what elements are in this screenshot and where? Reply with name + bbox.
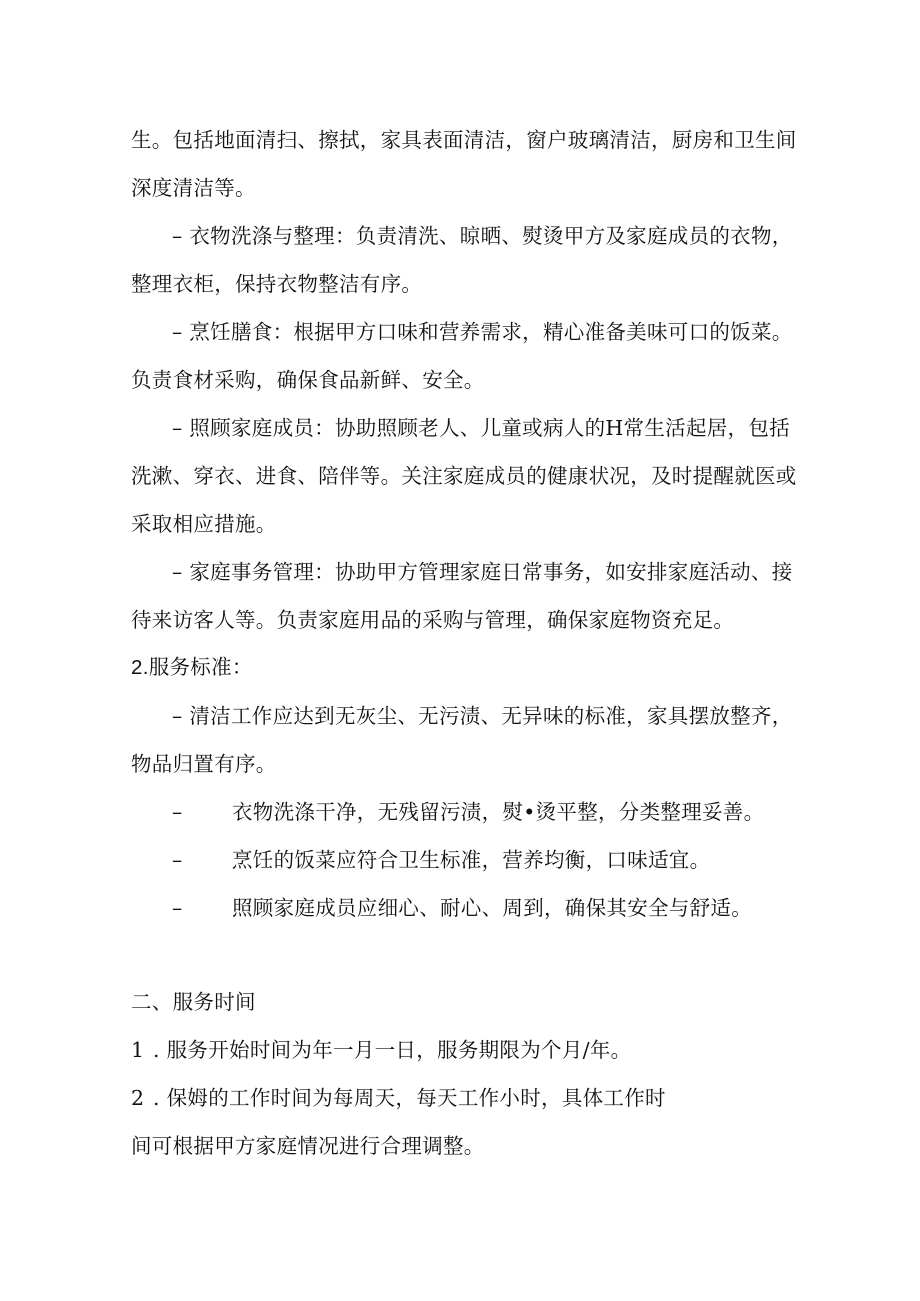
- list-dash: –: [172, 800, 183, 824]
- subsection-heading: 2.服务标准：: [131, 656, 253, 679]
- list-item-text: 照顾家庭成员应细心、耐心、周到，确保其安全与舒适。: [232, 896, 752, 920]
- paragraph-line: 生。包括地面清扫、擦拭，家具表面清洁，窗户玻璃清洁，厨房和卫生间: [131, 128, 797, 152]
- paragraph-line: 待来访客人等。负责家庭用品的采购与管理，确保家庭物资充足。: [131, 608, 735, 632]
- numbered-item: [131, 1036, 631, 1064]
- numbered-item: [131, 1084, 666, 1112]
- paragraph-line: 物品归置有序。: [131, 752, 277, 776]
- list-item-cooking: – 烹饪膳食：根据甲方口味和营养需求，精心准备美味可口的饭菜。: [172, 320, 793, 344]
- list-item: [172, 846, 710, 874]
- paragraph-line: 深度清洁等。: [131, 176, 256, 200]
- item-text: . 保姆的工作时间为每周天，每天工作小时，具体工作时: [153, 1086, 666, 1110]
- paragraph-line: 洗漱、穿衣、进食、陪伴等。关注家庭成员的健康状况，及时提醒就医或: [131, 464, 797, 488]
- paragraph-line: 采取相应措施。: [131, 512, 277, 536]
- item-number: 1: [131, 1038, 145, 1062]
- list-item-laundry: – 衣物洗涤与整理：负责清洗、晾晒、熨烫甲方及家庭成员的衣物，: [172, 224, 793, 248]
- item-text: . 服务开始时间为年一月一日，服务期限为个月/年。: [153, 1038, 632, 1062]
- paragraph-line: 间可根据甲方家庭情况进行合理调整。: [131, 1134, 485, 1158]
- list-item-text: 衣物洗涤干净，无残留污渍，熨•烫平整，分类整理妥善。: [232, 800, 765, 824]
- list-item-household: – 家庭事务管理：协助甲方管理家庭日常事务，如安排家庭活动、接: [172, 560, 793, 584]
- list-item-standard-cleaning: – 清洁工作应达到无灰尘、无污渍、无异味的标准，家具摆放整齐，: [172, 704, 793, 728]
- list-item: [172, 894, 752, 922]
- list-item: [172, 798, 764, 826]
- section-heading: 二、服务时间: [131, 990, 256, 1014]
- list-item-care: – 照顾家庭成员：协助照顾老人、儿童或病人的H常生活起居，包括: [172, 416, 790, 440]
- paragraph-line: 整理衣柜，保持衣物整洁有序。: [131, 272, 423, 296]
- item-number: 2: [131, 1086, 145, 1110]
- list-dash: –: [172, 848, 183, 872]
- paragraph-line: 负责食材采购，确保食品新鲜、安全。: [131, 368, 485, 392]
- list-item-text: 烹饪的饭菜应符合卫生标准，营养均衡，口味适宜。: [232, 848, 711, 872]
- list-dash: –: [172, 896, 183, 920]
